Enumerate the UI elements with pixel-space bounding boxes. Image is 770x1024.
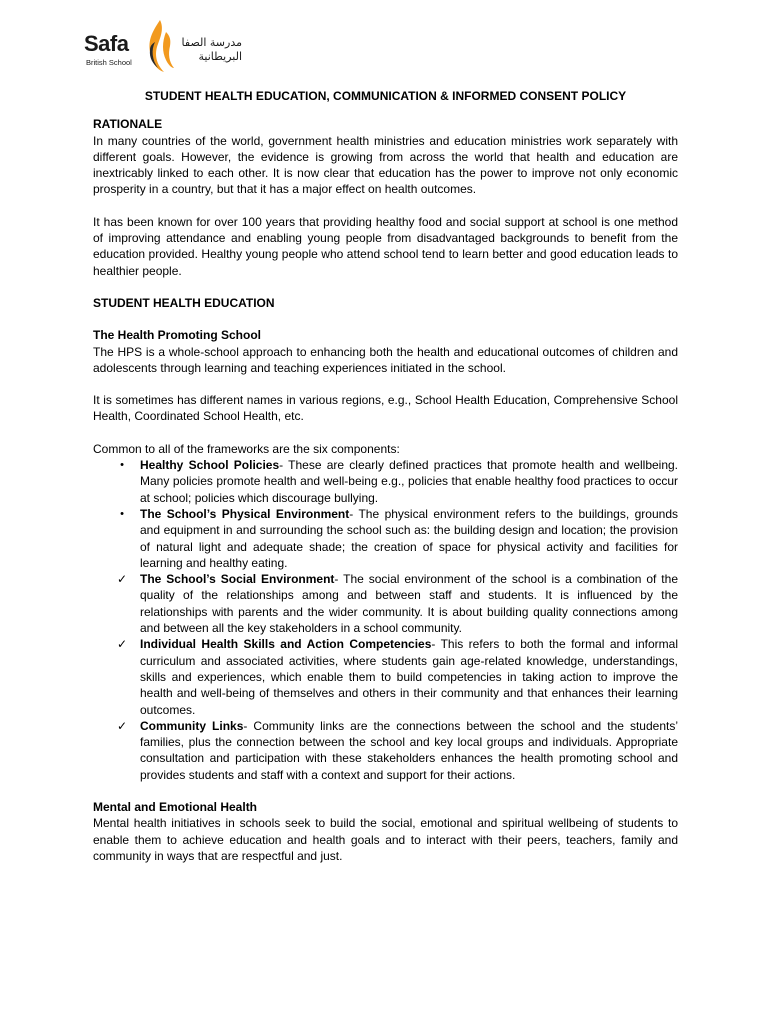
rationale-paragraph-2: It has been known for over 100 years that providing healthy food and social support at school is one method of improving attendance and enabling young people from disadvantaged backgrounds to benefit from the education provided. Healthy young people who attend school tend to learn better and good education leads to healthier people. [93, 214, 678, 278]
bullet-icon: • [120, 459, 124, 472]
mental-health-paragraph: Mental health initiatives in schools seek to build the social, emotional and spiritual wellbeing of students to enable them to achieve education and health goals and to interact with their peers, teachers, family and community in ways that are respectful and just. [93, 816, 678, 863]
hps-paragraph-1: The HPS is a whole-school approach to enhancing both the health and educational outcomes of children and adolescents through learning and teaching experiences initiated in the school. [93, 344, 678, 375]
checkmark-icon: ✓ [116, 637, 128, 652]
school-logo [80, 18, 250, 74]
document-body [93, 88, 678, 880]
component-term: Community Links [140, 718, 244, 733]
page-title: STUDENT HEALTH EDUCATION, COMMUNICATION & INFORMED CONSENT POLICY [144, 89, 627, 103]
list-item [93, 571, 678, 636]
components-intro: Common to all of the frameworks are the six components: [93, 441, 400, 456]
component-term: The School’s Social Environment [140, 572, 335, 587]
rationale-heading: RATIONALE [93, 117, 163, 132]
logo-wordmark: Safa [84, 31, 129, 56]
component-term: Individual Health Skills and Action Competencies [140, 637, 432, 652]
components-list [93, 457, 678, 783]
hps-paragraph-2: It is sometimes has different names in various regions, e.g., School Health Education, Comprehensive School Health, Coordinated School Health, etc. [93, 393, 678, 424]
logo-arabic-name [178, 36, 242, 64]
flame-logo-icon [142, 18, 176, 74]
bullet-icon: • [120, 507, 124, 520]
checkmark-icon: ✓ [116, 572, 128, 587]
logo-subtitle: British School [86, 58, 132, 67]
component-term: The School’s Physical Environment [140, 506, 350, 521]
mental-health-heading: Mental and Emotional Health [93, 799, 258, 814]
logo-arabic-line2: البريطانية [198, 50, 242, 63]
list-item [93, 636, 678, 717]
list-item [93, 506, 678, 571]
list-item [93, 457, 678, 506]
component-text: - The physical environment refers to the buildings, grounds and equipment in and surrounding the school such as: the building design and location; the provision of natural light and adequate shade; the creation of space for physical activity and facilities for learning and healthy eating. [140, 506, 678, 570]
rationale-paragraph-1: In many countries of the world, government health ministries and education ministries work separately with different goals. However, the evidence is growing from across the world that health and education are inextricably linked to each other. It is now clear that education has the power to improve not only economic prosperity in a country, but that it has a major effect on health outcomes. [93, 133, 678, 197]
student-health-heading: STUDENT HEALTH EDUCATION [93, 295, 275, 310]
component-text: - These are clearly defined practices that promote health and wellbeing. Many policies promote health and well-being e.g., policies that enable healthy food practices to occur at school; policies which discourage bullying. [140, 458, 679, 505]
component-text: - Community links are the connections between the school and the students’ families, plus the connection between the school and key local groups and individuals. Appropriate consultation and participation with these stakeholders enhances the health promoting school and provides students and staff with a context and support for their actions. [140, 718, 678, 782]
checkmark-icon: ✓ [116, 718, 128, 733]
component-text: - This refers to both the formal and informal curriculum and associated activities, where students gain age-related knowledge, understandings, skills and experiences, which enable them to build competencies in taking action to improve the health and well-being of themselves and others in their community and that enhances their learning outcomes. [140, 637, 678, 717]
component-term: Healthy School Policies [140, 458, 280, 473]
logo-arabic-line1: مدرسة الصفا [181, 36, 242, 49]
component-text: - The social environment of the school is a combination of the quality of the relationships among and between staff and students. It is influenced by the relationships with parents and the wider community. It is about building quality connections among and between all the key stakeholders in a school community. [140, 572, 678, 636]
hps-heading: The Health Promoting School [93, 328, 262, 343]
list-item [93, 718, 678, 783]
